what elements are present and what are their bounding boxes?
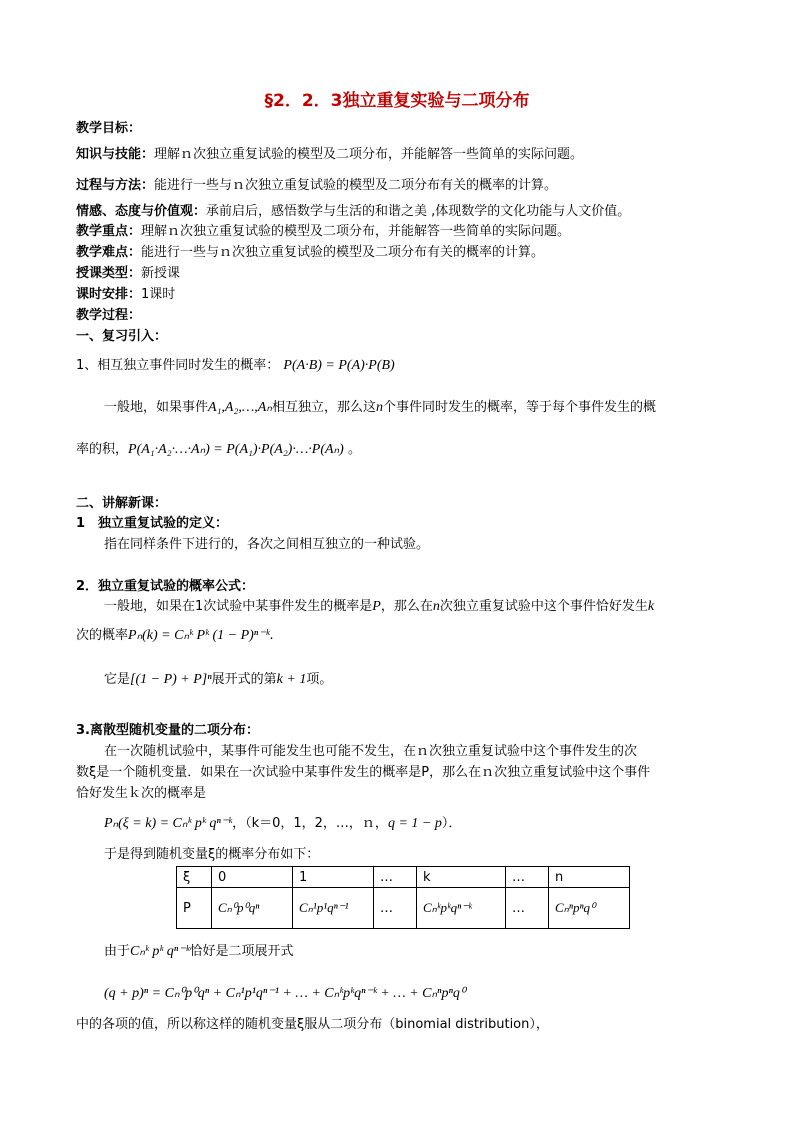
expansion-line <box>104 671 332 689</box>
review-paragraph <box>104 399 656 417</box>
binomial-probability-formula: Pₙ(ξ = k) = Cₙᵏ pᵏ qⁿ⁻ᵏ <box>104 816 233 831</box>
review-item-1-formula: P(A·B) = P(A)·P(B) <box>283 358 395 373</box>
distribution-intro: 于是得到随机变量ξ的概率分布如下： <box>104 847 320 862</box>
table-cell: Cₙ⁰p⁰qⁿ <box>212 888 293 929</box>
binomial-paragraph-3: 恰好发生ｋ次的概率是 <box>76 786 207 801</box>
expansion-text-a: 它是 <box>104 672 131 687</box>
review-heading: 一、复习引入： <box>76 329 168 344</box>
table-cell: Cₙᵏpᵏqⁿ⁻ᵏ <box>417 888 506 929</box>
expansion-term-index: k + 1 <box>276 672 307 687</box>
emotion-label: 情感、态度与价值观： <box>76 204 207 219</box>
table-cell: P <box>177 888 212 929</box>
emotion-line <box>76 203 630 221</box>
binomial-formula-condition: ，（k＝0，1，2，…，ｎ， <box>232 816 388 831</box>
review-events-formula: A₁,A₂,…,Aₙ <box>208 400 272 415</box>
process-line <box>76 177 557 195</box>
definition-text: 指在同样条件下进行的，各次之间相互独立的一种试验。 <box>104 537 430 552</box>
binomial-paragraph-2: 数ξ是一个随机变量．如果在一次试验中某事件发生的概率是P，那么在ｎ次独立重复试验中这个事件 <box>76 765 651 780</box>
table-cell: … <box>506 888 549 929</box>
knowledge-label: 知识与技能： <box>76 147 155 162</box>
knowledge-line <box>76 146 583 164</box>
review-paragraph-2 <box>76 441 361 459</box>
expansion-formula: [(1 − P) + P]ⁿ <box>130 672 212 687</box>
table-row <box>177 867 630 888</box>
review-paragraph-text-b: 相互独立，那么这 <box>271 400 376 415</box>
review-paragraph-2-text-a: 率的积， <box>76 442 129 457</box>
formula-line-2-text-b: . <box>269 628 274 643</box>
review-paragraph-text-a: 一般地，如果事件 <box>104 400 209 415</box>
since-term-formula: Cₙᵏ pᵏ qⁿ⁻ᵏ <box>130 944 190 959</box>
difficulty-text: 能进行一些与ｎ次独立重复试验的模型及二项分布有关的概率的计算。 <box>141 245 545 260</box>
since-line <box>104 943 294 961</box>
key-point-label: 教学重点： <box>76 224 142 239</box>
since-text-a: 由于 <box>104 944 131 959</box>
table-cell: ξ <box>177 867 212 888</box>
table-cell: … <box>374 888 417 929</box>
review-product-formula: P(A₁·A₂·…·Aₙ) = P(A₁)·P(A₂)·…·P(Aₙ) <box>128 442 344 457</box>
difficulty-line <box>76 244 544 262</box>
table-cell: … <box>374 867 417 888</box>
table-cell: Cₙ¹p¹qⁿ⁻¹ <box>293 888 374 929</box>
review-item-1 <box>76 357 395 375</box>
review-n-symbol: n <box>375 400 383 415</box>
review-item-1-text: 1、相互独立事件同时发生的概率： <box>76 358 280 373</box>
formula-paragraph-text-c: 次独立重复试验中这个事件恰好发生 <box>439 599 648 614</box>
key-point-text: 理解ｎ次独立重复试验的模型及二项分布，并能解答一些简单的实际问题。 <box>141 224 571 239</box>
schedule-line <box>76 286 175 304</box>
table-cell: n <box>549 867 630 888</box>
table-cell: Cₙⁿpⁿq⁰ <box>549 888 630 929</box>
formula-paragraph-text-b: ，那么在 <box>380 599 433 614</box>
since-text-b: 恰好是二项展开式 <box>189 944 294 959</box>
last-line: 中的各项的值，所以称这样的随机变量ξ服从二项分布（binomial distribution）， <box>76 1017 549 1032</box>
definition-heading: 1 独立重复试验的定义： <box>76 516 229 531</box>
knowledge-text: 理解ｎ次独立重复试验的模型及二项分布，并能解答一些简单的实际问题。 <box>154 147 584 162</box>
process-label: 过程与方法： <box>76 178 155 193</box>
expansion-text-b: 展开式的第 <box>211 672 277 687</box>
emotion-text: 承前启后，感悟数学与生活的和谐之美 ,体现数学的文化功能与人文价值。 <box>206 204 631 219</box>
binomial-heading: 3.离散型随机变量的二项分布： <box>76 723 259 738</box>
table-cell: … <box>506 867 549 888</box>
process-text: 能进行一些与ｎ次独立重复试验的模型及二项分布有关的概率的计算。 <box>154 178 558 193</box>
review-paragraph-text-c: 个事件同时发生的概率，等于每个事件发生的概 <box>382 400 656 415</box>
new-heading: 二、讲解新课： <box>76 496 168 511</box>
difficulty-label: 教学难点： <box>76 245 142 260</box>
binomial-paragraph-1: 在一次随机试验中，某事件可能发生也可能不发生，在ｎ次独立重复试验中这个事件发生的次 <box>104 744 638 759</box>
schedule-text: 1课时 <box>141 287 176 302</box>
binomial-formula-line <box>104 815 461 833</box>
schedule-label: 课时安排： <box>76 287 142 302</box>
p-symbol: P <box>372 599 381 614</box>
formula-paragraph <box>104 598 654 616</box>
table-cell: 1 <box>293 867 374 888</box>
process-heading: 教学过程： <box>76 308 142 323</box>
formula-line-2 <box>76 627 274 645</box>
formula-line-2-text-a: 次的概率 <box>76 628 129 643</box>
lesson-type-text: 新授课 <box>141 266 181 281</box>
goals-label: 教学目标： <box>76 121 142 136</box>
q-definition: q = 1 − p <box>387 816 442 831</box>
table-row <box>177 888 630 929</box>
lesson-type-line <box>76 265 180 283</box>
page-title: §2．2．3独立重复实验与二项分布 <box>264 91 530 111</box>
key-point-line <box>76 223 570 241</box>
binomial-formula-end: ）． <box>441 816 462 831</box>
table-cell: k <box>417 867 506 888</box>
k-symbol: k <box>647 599 655 614</box>
expansion-text-c: 项。 <box>306 672 333 687</box>
n-symbol: n <box>432 599 440 614</box>
lesson-type-label: 授课类型： <box>76 266 142 281</box>
table-cell: 0 <box>212 867 293 888</box>
review-paragraph-2-text-b: 。 <box>347 442 361 457</box>
independent-trial-formula: Pₙ(k) = Cₙᵏ Pᵏ (1 − P)ⁿ⁻ᵏ <box>128 628 270 643</box>
formula-heading: 2．独立重复试验的概率公式： <box>76 579 255 594</box>
formula-paragraph-text-a: 一般地，如果在1次试验中某事件发生的概率是 <box>104 599 373 614</box>
distribution-table <box>176 866 630 929</box>
binomial-expansion-formula: (q + p)ⁿ = Cₙ⁰p⁰qⁿ + Cₙ¹p¹qⁿ⁻¹ + … + Cₙᵏpᵏqⁿ⁻ᵏ + … + Cₙⁿpⁿq⁰ <box>104 986 466 1001</box>
